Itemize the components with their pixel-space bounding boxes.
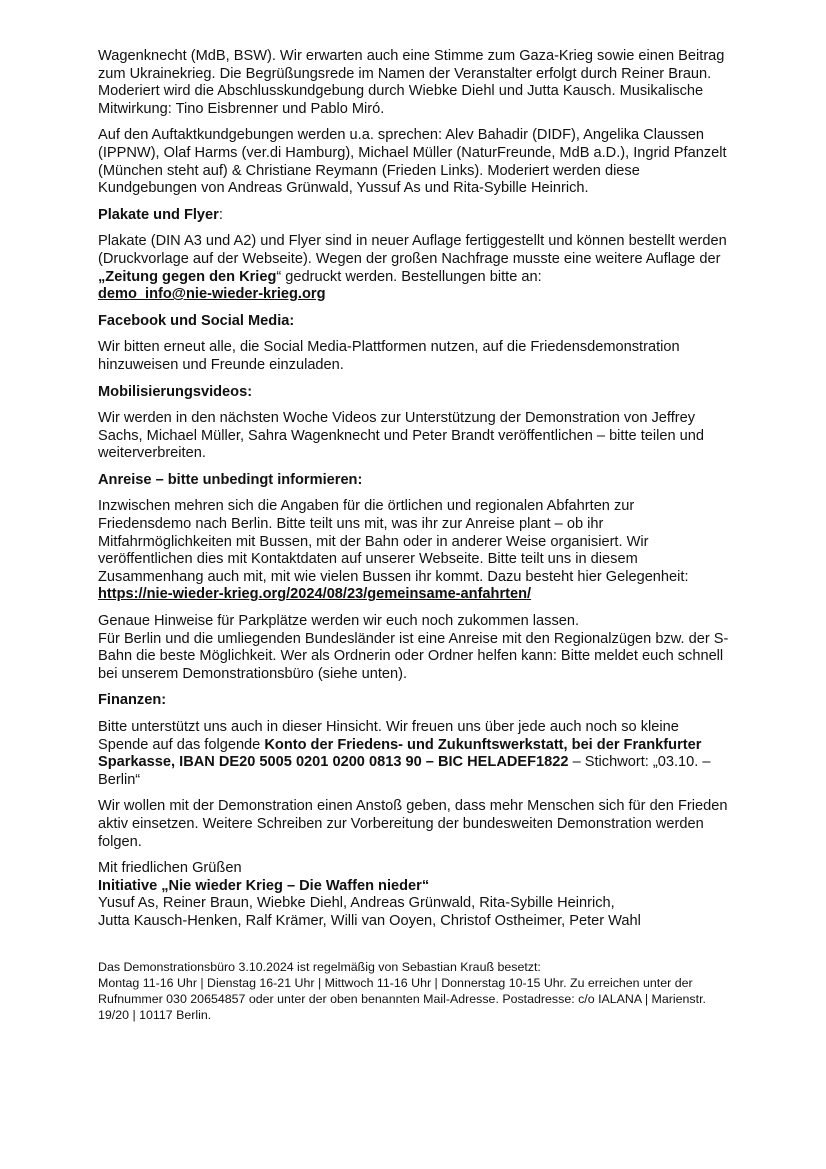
bank-account-details: Konto der Friedens- und Zukunftswerkstatt, bei der Frankfurter Sparkasse, IBAN DE20 5005 0201 0200 0813 90 – BIC HELADEF1822 bbox=[98, 736, 702, 771]
regional-text: Für Berlin und die umliegenden Bundesländer ist eine Anreise mit den Regionalzügen bzw. der S-Bahn die beste Möglichkeit. Wer als Ordnerin oder Ordner helfen kann: Bitte meldet euch schnell bei unserem Demonstrationsbüro (siehe unten). bbox=[98, 630, 729, 682]
signature-names-line2: Jutta Kausch-Henken, Ralf Krämer, Willi van Ooyen, Christof Ostheimer, Peter Wahl bbox=[98, 912, 641, 929]
anfahrten-link[interactable]: https://nie-wieder-krieg.org/2024/08/23/gemeinsame-anfahrten/ bbox=[98, 586, 532, 603]
finanzen-text-a: Bitte unterstützt uns auch in dieser Hinsicht. Wir freuen uns über jede auch noch so kleine Spende auf das folgende bbox=[98, 719, 679, 753]
signature-names-line1: Yusuf As, Reiner Braun, Wiebke Diehl, Andreas Grünwald, Rita-Sybille Heinrich, bbox=[98, 895, 615, 912]
paragraph-closing: Wir wollen mit der Demonstration einen Anstoß geben, dass mehr Menschen sich für den Frieden aktiv einsetzen. Weitere Schreiben zur Vorbereitung der bundesweiten Demonstration werden folgen. bbox=[98, 798, 728, 850]
paragraph-plakate bbox=[98, 233, 730, 303]
signature-block bbox=[98, 860, 730, 930]
paragraph-speakers-main: Wagenknecht (MdB, BSW). Wir erwarten auch eine Stimme zum Gaza-Krieg sowie einen Beitrag zum Ukrainekrieg. Die Begrüßungsrede im Namen der Veranstalter erfolgt durch Reiner Braun. Moderiert wird die Abschlusskundgebung durch Wiebke Diehl und Jutta Kausch. Musikalische Mitwirkung: Tino Eisbrenner und Pablo Miró. bbox=[98, 48, 725, 117]
paragraph-finanzen bbox=[98, 719, 730, 789]
paragraph-anreise bbox=[98, 498, 730, 604]
parking-text: Genaue Hinweise für Parkplätze werden wir euch noch zukommen lassen. bbox=[98, 613, 580, 630]
finanzen-text-b: – Stichwort: „03.10. – Berlin“ bbox=[98, 754, 711, 788]
plakate-zeitung-title: „Zeitung gegen den Krieg bbox=[98, 268, 277, 285]
paragraph-parking-regional bbox=[98, 613, 730, 683]
order-email-link[interactable]: demo_info@nie-wieder-krieg.org bbox=[98, 286, 326, 303]
paragraph-videos: Wir werden in den nächsten Woche Videos zur Unterstützung der Demonstration von Jeffrey Sachs, Michael Müller, Sahra Wagenknecht und Peter Brandt veröffentlichen – bitte teilen und weiterverbreiten. bbox=[98, 410, 704, 462]
heading-finanzen: Finanzen: bbox=[98, 692, 167, 709]
signature-greeting: Mit friedlichen Grüßen bbox=[98, 860, 242, 877]
footer-office-info bbox=[98, 959, 730, 1024]
footer-line2: Montag 11-16 Uhr | Dienstag 16-21 Uhr | Mittwoch 11-16 Uhr | Donnerstag 10-15 Uhr. Zu erreichen unter der Rufnummer 030 20654857 oder unter der oben benannten Mail-Adresse. Postadresse: c/o IALANA | Marienstr. 19/20 | 10117 Berlin. bbox=[98, 975, 706, 1023]
footer-line1: Das Demonstrationsbüro 3.10.2024 ist regelmäßig von Sebastian Krauß besetzt: bbox=[98, 959, 541, 974]
paragraph-facebook: Wir bitten erneut alle, die Social Media-Plattformen nutzen, auf die Friedensdemonstration hinzuweisen und Freunde einzuladen. bbox=[98, 339, 680, 373]
paragraph-speakers-auftakt: Auf den Auftaktkundgebungen werden u.a. sprechen: Alev Bahadir (DIDF), Angelika Claussen (IPPNW), Olaf Harms (ver.di Hamburg), Michael Müller (NaturFreunde, MdB a.D.), Ingrid Pfanzelt (München steht auf) & Christiane Reymann (Frieden Links). Moderiert werden diese Kundgebungen von Andreas Grünwald, Yussuf As und Rita-Sybille Heinrich. bbox=[98, 127, 727, 197]
heading-facebook: Facebook und Social Media: bbox=[98, 312, 295, 329]
signature-initiative: Initiative „Nie wieder Krieg – Die Waffen nieder“ bbox=[98, 877, 430, 894]
plakate-text-b: “ gedruckt werden. Bestellungen bitte an: bbox=[276, 268, 542, 285]
anreise-text: Inzwischen mehren sich die Angaben für die örtlichen und regionalen Abfahrten zur Friedensdemo nach Berlin. Bitte teilt uns mit, was ihr zur Anreise plant – ob ihr Mitfahrmöglichkeiten mit Bussen, mit der Bahn oder in anderer Weise organisiert. Wir veröffentlichen dies mit Kontaktdaten auf unserer Webseite. Bitte teilt uns in diesem Zusammenhang auch mit, mit wie vielen Bussen ihr kommt. Dazu besteht hier Gelegenheit: bbox=[98, 498, 689, 585]
heading-plakate-text: Plakate und Flyer bbox=[98, 206, 219, 223]
plakate-text-a: Plakate (DIN A3 und A2) und Flyer sind in neuer Auflage fertiggestellt und können bestellt werden (Druckvorlage auf der Webseite). Wegen der großen Nachfrage musste eine weitere Auflage der bbox=[98, 233, 727, 267]
heading-plakate-colon: : bbox=[218, 206, 223, 223]
heading-videos: Mobilisierungsvideos: bbox=[98, 383, 253, 400]
heading-anreise: Anreise – bitte unbedingt informieren: bbox=[98, 471, 363, 488]
heading-plakate bbox=[98, 207, 730, 225]
